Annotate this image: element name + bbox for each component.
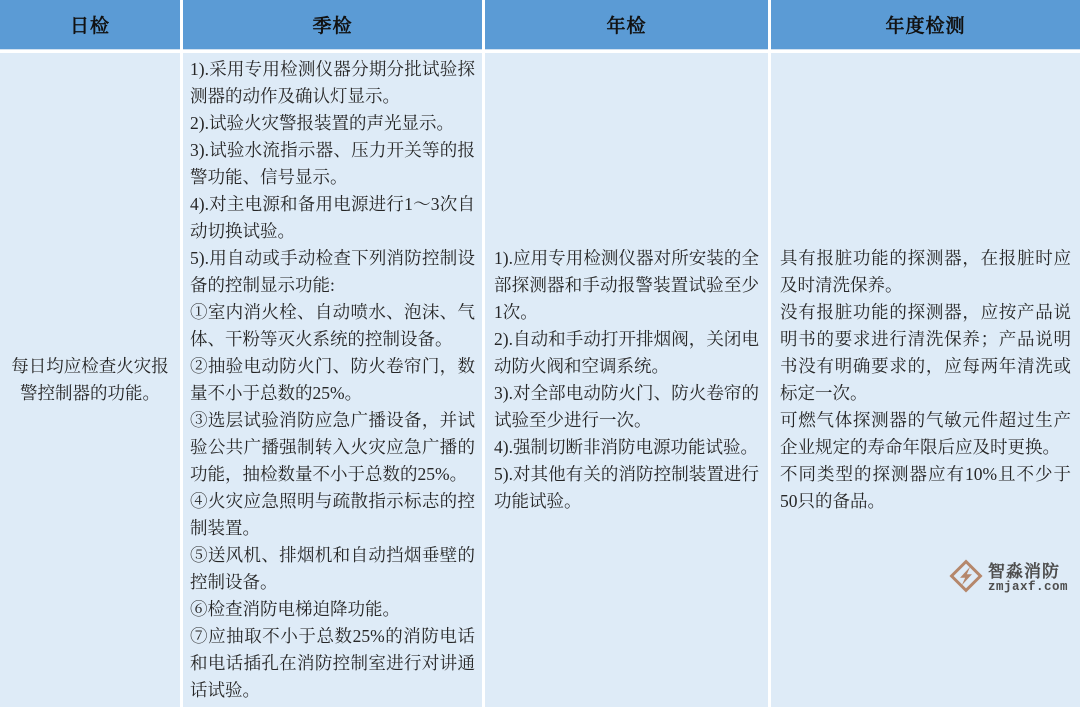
header-cell-yearly bbox=[485, 0, 768, 50]
text-line: 每日均应检查火灾报警控制器的功能。 bbox=[11, 356, 169, 403]
text-line: 4).强制切断非消防电源功能试验。 bbox=[494, 437, 758, 457]
text-line: 3).对全部电动防火门、防火卷帘的试验至少进行一次。 bbox=[494, 383, 759, 430]
text-line: 1).采用专用检测仪器分期分批试验探测器的动作及确认灯显示。 bbox=[190, 59, 475, 106]
text-line: ⑦应抽取不小于总数25%的消防电话和电话插孔在消防控制室进行对讲通话试验。 bbox=[190, 626, 475, 700]
body-cell-quarterly bbox=[183, 53, 482, 707]
text-line: 没有报脏功能的探测器，应按产品说明书的要求进行清洗保养；产品说明书没有明确要求的，应每两年清洗或标定一次。 bbox=[780, 302, 1071, 403]
text-line: ①室内消火栓、自动喷水、泡沫、气体、干粉等灭火系统的控制设备。 bbox=[190, 302, 475, 349]
watermark-domain: zmjaxf.com bbox=[987, 579, 1068, 594]
text-line: 2).试验火灾警报装置的声光显示。 bbox=[190, 113, 454, 133]
header-label-annual-testing: 年度检测 bbox=[885, 16, 966, 37]
text-line: ⑥检查消防电梯迫降功能。 bbox=[190, 599, 400, 619]
text-line: ④火灾应急照明与疏散指示标志的控制装置。 bbox=[190, 491, 475, 538]
text-line: 可燃气体探测器的气敏元件超过生产企业规定的寿命年限后应及时更换。 bbox=[780, 410, 1071, 457]
header-label-yearly: 年检 bbox=[606, 16, 647, 37]
text-line: 2).自动和手动打开排烟阀，关闭电动防火阀和空调系统。 bbox=[494, 329, 759, 376]
text-line: 5).对其他有关的消防控制装置进行功能试验。 bbox=[494, 464, 759, 511]
body-cell-annual-testing bbox=[771, 53, 1080, 707]
text-line: ⑤送风机、排烟机和自动挡烟垂壁的控制设备。 bbox=[190, 545, 475, 592]
text-line: 不同类型的探测器应有10%且不少于50只的备品。 bbox=[780, 464, 1071, 511]
text-line: 具有报脏功能的探测器，在报脏时应及时清洗保养。 bbox=[780, 248, 1071, 295]
text-line: 5).用自动或手动检查下列消防控制设备的控制显示功能: bbox=[190, 248, 475, 295]
text-line: 3).试验水流指示器、压力开关等的报警功能、信号显示。 bbox=[190, 140, 475, 187]
body-cell-daily bbox=[0, 53, 180, 707]
body-cell-yearly bbox=[485, 53, 768, 707]
header-label-daily: 日检 bbox=[69, 16, 110, 37]
header-cell-annual-testing bbox=[771, 0, 1080, 50]
text-line: 4).对主电源和备用电源进行1～3次自动切换试验。 bbox=[190, 194, 475, 241]
watermark-brand-name: 智淼消防 bbox=[987, 562, 1060, 582]
header-label-quarterly: 季检 bbox=[312, 16, 353, 37]
watermark bbox=[949, 559, 1068, 598]
watermark-text bbox=[988, 563, 1068, 594]
header-cell-quarterly bbox=[183, 0, 482, 50]
zhimiao-logo-icon bbox=[949, 559, 983, 598]
header-cell-daily bbox=[0, 0, 180, 50]
text-line: ③选层试验消防应急广播设备，并试验公共广播强制转入火灾应急广播的功能，抽检数量不小于总数的25%。 bbox=[190, 410, 475, 484]
text-line: ②抽验电动防火门、防火卷帘门，数量不小于总数的25%。 bbox=[190, 356, 475, 403]
text-line: 1).应用专用检测仪器对所安装的全部探测器和手动报警装置试验至少1次。 bbox=[494, 248, 759, 322]
